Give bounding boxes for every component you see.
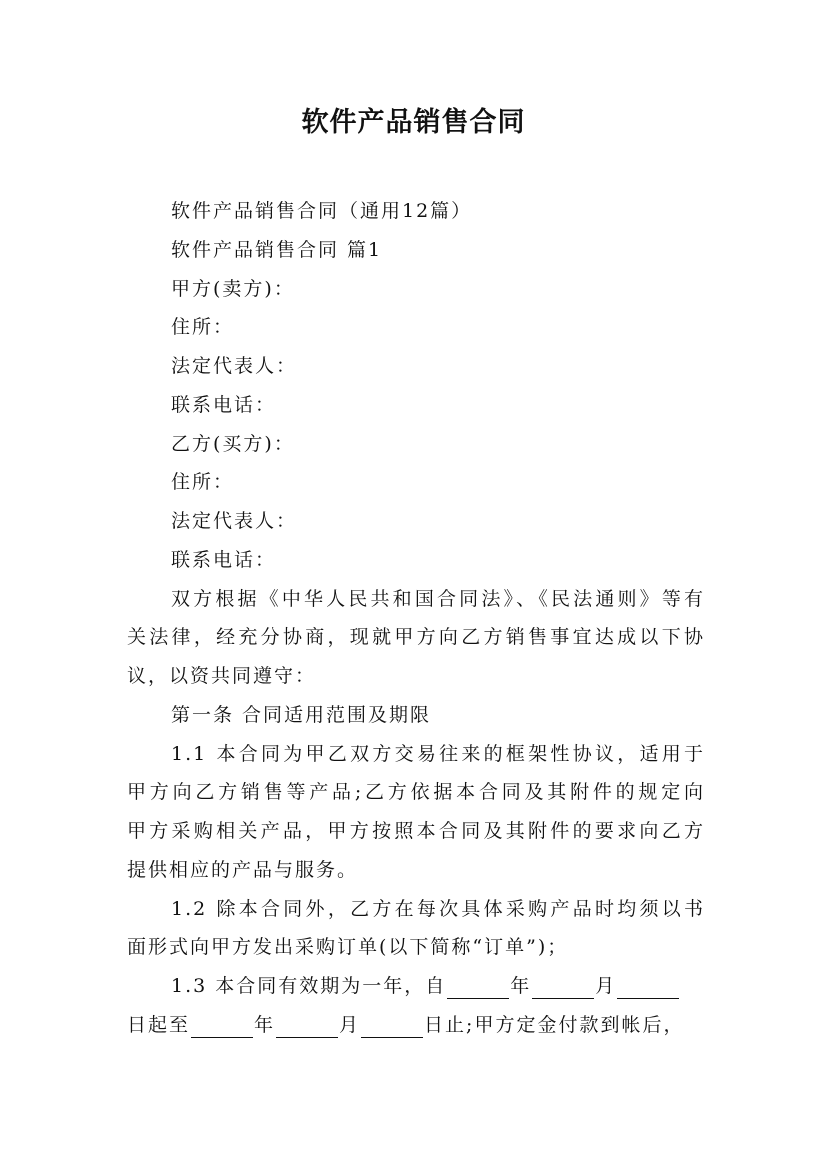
clause-1-1-line-3: 甲方采购相关产品，甲方按照本合同及其附件的要求向乙方 — [127, 820, 705, 842]
clause-1-3-line-1 — [171, 973, 705, 999]
document-title: 软件产品销售合同 — [301, 107, 526, 138]
month-label-2: 月 — [339, 1014, 361, 1036]
article-1-heading: 第一条 合同适用范围及期限 — [171, 704, 432, 726]
clause-1-3-line-2 — [127, 1012, 705, 1038]
clause-1-1-line-4: 提供相应的产品与服务。 — [127, 859, 359, 881]
preamble-line-1: 双方根据《中华人民共和国合同法》、《民法通则》等有 — [171, 588, 705, 610]
party-a-phone: 联系电话： — [171, 394, 277, 416]
year-label-2: 年 — [254, 1014, 276, 1036]
party-a-label: 甲方(卖方)： — [171, 278, 295, 300]
party-b-representative: 法定代表人： — [171, 510, 298, 532]
section-heading: 软件产品销售合同 篇1 — [171, 239, 383, 261]
party-b-address: 住所： — [171, 471, 235, 493]
month-label: 月 — [595, 975, 617, 997]
year-label: 年 — [510, 975, 532, 997]
clause-1-1-line-2: 甲方向乙方销售等产品;乙方依据本合同及其附件的规定向 — [127, 781, 705, 803]
blank-start-month — [532, 978, 594, 999]
party-a-representative: 法定代表人： — [171, 355, 298, 377]
blank-start-day — [617, 978, 679, 999]
blank-end-day — [361, 1017, 423, 1038]
party-a-address: 住所： — [171, 316, 235, 338]
blank-end-year — [191, 1017, 253, 1038]
party-b-label: 乙方(买方)： — [171, 433, 295, 455]
blank-end-month — [276, 1017, 338, 1038]
clause-1-1-line-1: 1.1 本合同为甲乙双方交易往来的框架性协议，适用于 — [171, 743, 705, 765]
blank-start-year — [447, 978, 509, 999]
clause-1-3-suffix: 日止;甲方定金付款到帐后， — [424, 1014, 685, 1036]
preamble-line-2: 关法律，经充分协商，现就甲方向乙方销售事宜达成以下协 — [127, 626, 705, 648]
party-b-phone: 联系电话： — [171, 549, 277, 571]
clause-1-3-from-label: 日起至 — [127, 1014, 191, 1036]
clause-1-3-prefix: 1.3 本合同有效期为一年，自 — [171, 975, 447, 997]
clause-1-2-line-2: 面形式向甲方发出采购订单(以下简称“订单”)； — [127, 936, 569, 958]
subtitle-line: 软件产品销售合同（通用12篇） — [171, 200, 473, 222]
clause-1-2-line-1: 1.2 除本合同外，乙方在每次具体采购产品时均须以书 — [171, 898, 705, 920]
preamble-line-3: 议，以资共同遵守： — [127, 665, 317, 687]
